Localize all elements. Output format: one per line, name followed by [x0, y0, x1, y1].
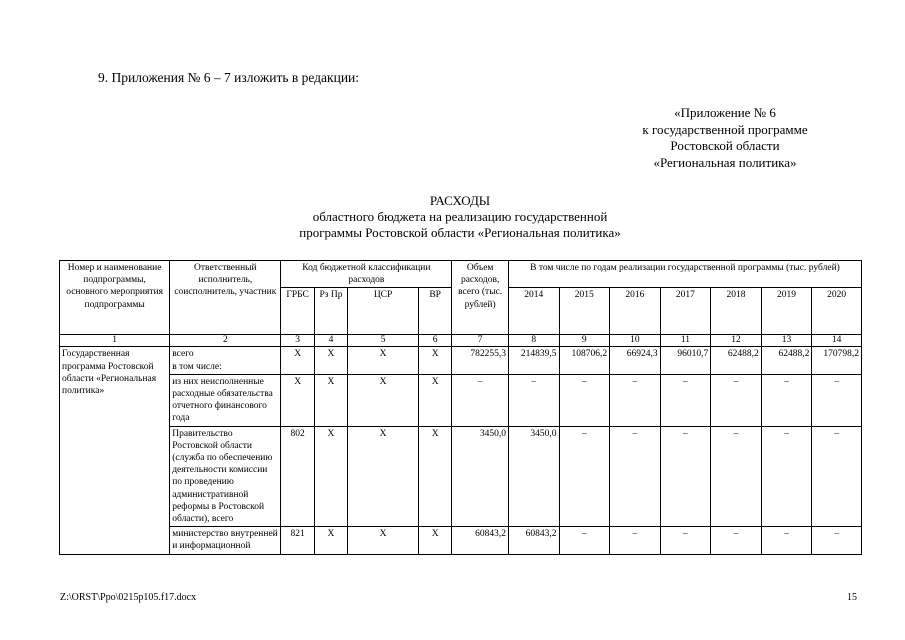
grbs-cell: 821: [281, 527, 314, 554]
vr-cell: Х: [418, 426, 451, 527]
column-number: 13: [761, 335, 812, 347]
vr-cell: Х: [418, 347, 451, 374]
header-year: 2014: [508, 288, 559, 335]
year-cell: 66924,3: [610, 347, 661, 374]
column-number: 12: [711, 335, 762, 347]
grbs-cell: Х: [281, 347, 314, 374]
rzpr-cell: Х: [314, 347, 347, 374]
year-cell: –: [610, 374, 661, 426]
header-year: 2020: [812, 288, 862, 335]
year-cell: –: [559, 426, 610, 527]
year-cell: 96010,7: [660, 347, 711, 374]
column-number: 3: [281, 335, 314, 347]
column-number: 9: [559, 335, 610, 347]
csr-cell: Х: [348, 527, 419, 554]
executor-cell: Правительство Ростовской области (служба по обеспечению деятельности комиссии по проведению административной реформы в Ростовской области), всего: [170, 426, 281, 527]
grbs-cell: Х: [281, 374, 314, 426]
header-year: 2019: [761, 288, 812, 335]
year-cell: –: [660, 527, 711, 554]
header-grbs: ГРБС: [281, 288, 314, 335]
header-executor: Ответственный исполнитель, соисполнитель, участник: [170, 261, 281, 335]
rzpr-cell: Х: [314, 374, 347, 426]
csr-cell: Х: [348, 426, 419, 527]
year-cell: 62488,2: [711, 347, 762, 374]
intro-text: 9. Приложения № 6 – 7 изложить в редакции:: [98, 70, 360, 85]
column-number: 5: [348, 335, 419, 347]
appendix-heading: [605, 105, 845, 171]
year-cell: 108706,2: [559, 347, 610, 374]
title-line: РАСХОДЫ: [429, 193, 491, 208]
column-number: 2: [170, 335, 281, 347]
header-year: 2015: [559, 288, 610, 335]
table-row: [60, 347, 862, 374]
document-title: [60, 193, 860, 241]
header-total: Объем расходов, всего (тыс. рублей): [452, 261, 509, 335]
vr-cell: Х: [418, 374, 451, 426]
file-path: Z:\ORST\Ppo\0215p105.f17.docx: [60, 592, 197, 603]
column-number: 6: [418, 335, 451, 347]
column-number: 7: [452, 335, 509, 347]
table-row: [60, 374, 862, 426]
header-name: Номер и наименование подпрограммы, основного мероприятия подпрограммы: [60, 261, 170, 335]
vr-cell: Х: [418, 527, 451, 554]
executor-cell: [170, 347, 281, 374]
year-cell: –: [559, 527, 610, 554]
header-rzpr: Рз Пр: [314, 288, 347, 335]
appendix-line: «Региональная политика»: [653, 154, 797, 170]
header-year: 2018: [711, 288, 762, 335]
column-number: 11: [660, 335, 711, 347]
year-cell: 170798,2: [812, 347, 862, 374]
year-cell: –: [660, 374, 711, 426]
csr-cell: Х: [348, 347, 419, 374]
grbs-cell: 802: [281, 426, 314, 527]
column-number: 1: [60, 335, 170, 347]
title-line: областного бюджета на реализацию государственной: [312, 209, 608, 224]
table-row: [60, 426, 862, 527]
year-cell: 62488,2: [761, 347, 812, 374]
executor-cell: министерство внутренней и информационной: [170, 527, 281, 554]
column-number: 8: [508, 335, 559, 347]
rzpr-cell: Х: [314, 426, 347, 527]
executor-subtext: в том числе:: [172, 361, 222, 372]
year-cell: –: [711, 426, 762, 527]
header-year: 2016: [610, 288, 661, 335]
total-cell: 60843,2: [452, 527, 509, 554]
executor-text: всего: [172, 349, 194, 360]
year-cell: –: [812, 374, 862, 426]
year-cell: –: [711, 527, 762, 554]
expenses-table: [59, 260, 862, 555]
total-cell: 782255,3: [452, 347, 509, 374]
page-number: 15: [847, 592, 857, 603]
header-years: В том числе по годам реализации государственной программы (тыс. рублей): [508, 261, 861, 288]
appendix-line: Ростовской области: [670, 138, 780, 153]
total-cell: 3450,0: [452, 426, 509, 527]
column-number: 4: [314, 335, 347, 347]
header-csr: ЦСР: [348, 288, 419, 335]
csr-cell: Х: [348, 374, 419, 426]
year-cell: –: [812, 426, 862, 527]
year-cell: –: [711, 374, 762, 426]
total-cell: –: [452, 374, 509, 426]
year-cell: 214839,5: [508, 347, 559, 374]
appendix-line: «Приложение № 6: [674, 105, 776, 120]
column-number: 14: [812, 335, 862, 347]
column-number: 10: [610, 335, 661, 347]
year-cell: –: [508, 374, 559, 426]
year-cell: –: [761, 374, 812, 426]
column-number-row: [60, 335, 862, 347]
title-line: программы Ростовской области «Региональная политика»: [299, 225, 621, 240]
year-cell: –: [660, 426, 711, 527]
header-year: 2017: [660, 288, 711, 335]
executor-cell: из них неисполненные расходные обязательства отчетного финансового года: [170, 374, 281, 426]
year-cell: 3450,0: [508, 426, 559, 527]
header-budget-code: Код бюджетной классификации расходов: [281, 261, 452, 288]
appendix-line: к государственной программе: [642, 121, 808, 137]
header-vr: ВР: [418, 288, 451, 335]
program-name: Государственная программа Ростовской области «Региональная политика»: [60, 347, 170, 554]
year-cell: –: [761, 527, 812, 554]
year-cell: –: [812, 527, 862, 554]
year-cell: –: [761, 426, 812, 527]
table-row: [60, 527, 862, 554]
year-cell: 60843,2: [508, 527, 559, 554]
rzpr-cell: Х: [314, 527, 347, 554]
page-footer: [60, 592, 857, 603]
year-cell: –: [610, 527, 661, 554]
year-cell: –: [610, 426, 661, 527]
year-cell: –: [559, 374, 610, 426]
